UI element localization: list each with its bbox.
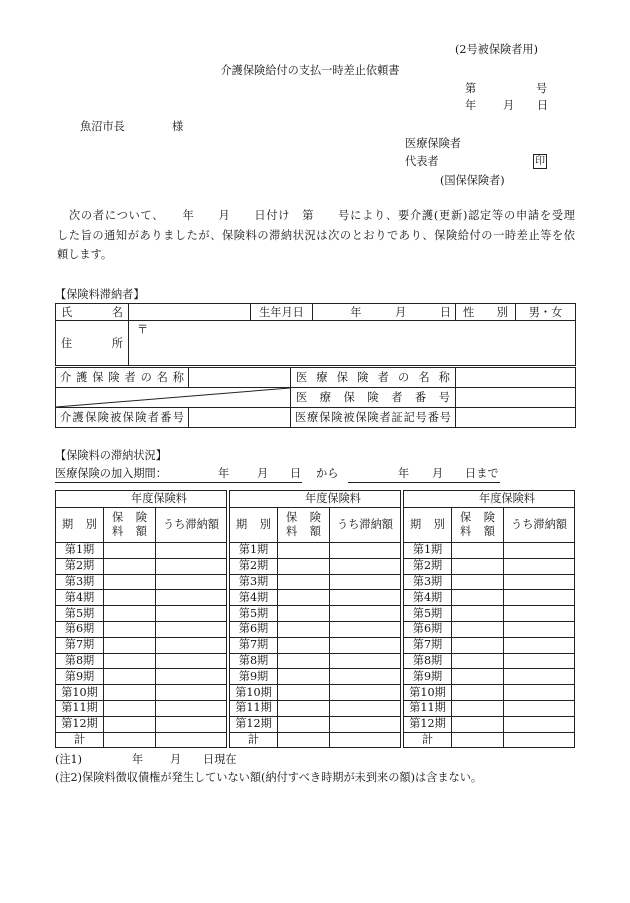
period-label: 第2期 — [56, 558, 104, 574]
period-row — [230, 574, 401, 590]
total-arrears-amount-cell — [330, 732, 401, 748]
period-label: 第2期 — [230, 558, 278, 574]
arrears-amount-column-header: うち滞納額 — [156, 508, 227, 543]
arrears-amount-cell — [330, 716, 401, 732]
arrears-amount-cell — [330, 558, 401, 574]
premium-amount-cell — [278, 606, 330, 622]
arrears-amount-cell — [504, 590, 575, 606]
period-row — [404, 685, 575, 701]
total-row — [404, 732, 575, 748]
period-row — [230, 558, 401, 574]
premium-amount-cell — [278, 637, 330, 653]
period-label: 第9期 — [230, 669, 278, 685]
total-premium-amount-cell — [452, 732, 504, 748]
enrollment-from-year: 年 — [218, 467, 230, 480]
period-row — [56, 558, 227, 574]
premium-amount-cell — [452, 669, 504, 685]
total-label: 計 — [404, 732, 452, 748]
arrears-amount-column-header: うち滞納額 — [504, 508, 575, 543]
delinquent-section-title: 【保険料滞納者】 — [55, 288, 145, 301]
period-label: 第9期 — [56, 669, 104, 685]
premium-amount-cell — [104, 685, 156, 701]
period-label: 第12期 — [56, 716, 104, 732]
insurer-number-row — [56, 388, 576, 408]
premium-amount-column-header — [104, 508, 156, 543]
doc-number-suffix: 号 — [536, 82, 548, 95]
premium-amount-cell — [452, 716, 504, 732]
premium-amount-cell — [104, 653, 156, 669]
period-label: 第10期 — [56, 685, 104, 701]
premium-amount-cell — [452, 543, 504, 559]
form-type-label: (2号被保険者用) — [455, 43, 538, 56]
premium-amount-cell — [278, 685, 330, 701]
premium-amount-cell — [278, 590, 330, 606]
sender-rep-label: 代表者 — [405, 155, 439, 168]
period-label: 第5期 — [56, 606, 104, 622]
arrears-amount-cell — [504, 637, 575, 653]
arrears-amount-cell — [504, 716, 575, 732]
period-label: 第6期 — [230, 621, 278, 637]
insured-number-row — [56, 408, 576, 428]
period-label: 第6期 — [404, 621, 452, 637]
premium-amount-cell — [452, 574, 504, 590]
block-header-row — [56, 491, 227, 508]
medical-insurer-name-label: 医 療 保 険 者 の 名 称 — [291, 368, 456, 388]
period-label: 第12期 — [404, 716, 452, 732]
premium-table-block-2 — [229, 490, 401, 748]
period-column-header: 期 別 — [56, 508, 104, 543]
insurer-name-row — [56, 368, 576, 388]
medical-insured-number-cell — [456, 408, 576, 428]
period-label: 第10期 — [230, 685, 278, 701]
premium-amount-cell — [104, 621, 156, 637]
name-label: 氏 名 — [56, 304, 129, 321]
period-label: 第12期 — [230, 716, 278, 732]
period-label: 第11期 — [404, 700, 452, 716]
period-row — [56, 653, 227, 669]
total-row — [56, 732, 227, 748]
period-row — [56, 574, 227, 590]
request-text-line-3: 頼します。 — [57, 248, 113, 261]
period-row — [230, 606, 401, 622]
period-row — [404, 543, 575, 559]
premium-amount-cell — [104, 590, 156, 606]
enrollment-from-month: 月 — [257, 467, 269, 480]
arrears-amount-cell — [156, 621, 227, 637]
period-row — [230, 590, 401, 606]
arrears-amount-cell — [330, 685, 401, 701]
period-label: 第8期 — [230, 653, 278, 669]
period-label: 第2期 — [404, 558, 452, 574]
arrears-amount-cell — [504, 653, 575, 669]
seal-mark: 印 — [535, 156, 545, 167]
premium-amount-cell — [278, 543, 330, 559]
care-insured-number-cell — [189, 408, 291, 428]
period-row — [56, 606, 227, 622]
note-2-text: (注2)保険料徴収債権が発生していない額(納付すべき時期が未到来の額)は含まない。 — [55, 771, 483, 784]
period-label: 第3期 — [230, 574, 278, 590]
period-row — [230, 653, 401, 669]
premium-amount-cell — [452, 653, 504, 669]
diagonal-strike-line — [56, 388, 290, 407]
sex-label: 性 別 — [456, 304, 516, 321]
arrears-amount-cell — [156, 716, 227, 732]
period-row — [230, 669, 401, 685]
period-column-header: 期 別 — [404, 508, 452, 543]
premium-amount-cell — [104, 558, 156, 574]
enrollment-from-underline — [55, 482, 302, 483]
name-value-cell — [129, 304, 251, 321]
period-label: 第3期 — [404, 574, 452, 590]
arrears-amount-column-header: うち滞納額 — [330, 508, 401, 543]
period-row — [404, 590, 575, 606]
premium-amount-cell — [452, 637, 504, 653]
premium-amount-cell — [452, 700, 504, 716]
period-row — [230, 621, 401, 637]
block-header-row — [230, 491, 401, 508]
period-label: 第5期 — [230, 606, 278, 622]
fiscal-year-premium-header: 年度保険料 — [404, 491, 575, 508]
form-title: 介護保険給付の支払一時差止依頼書 — [220, 64, 400, 77]
period-row — [56, 685, 227, 701]
premium-amount-cell — [278, 669, 330, 685]
period-row — [230, 700, 401, 716]
enrollment-connector: から — [316, 467, 339, 480]
column-header-row — [404, 508, 575, 543]
postal-mark: 〒 — [137, 323, 149, 336]
fiscal-year-premium-header: 年度保険料 — [56, 491, 227, 508]
premium-amount-column-header — [278, 508, 330, 543]
period-row — [404, 653, 575, 669]
arrears-section-title: 【保険料の滞納状況】 — [55, 449, 167, 462]
premium-amount-header-line-2: 料 額 — [460, 525, 495, 538]
period-label: 第10期 — [404, 685, 452, 701]
period-row — [56, 700, 227, 716]
period-row — [56, 621, 227, 637]
arrears-amount-cell — [156, 606, 227, 622]
arrears-amount-cell — [330, 590, 401, 606]
period-label: 第5期 — [404, 606, 452, 622]
arrears-amount-cell — [504, 621, 575, 637]
arrears-amount-cell — [330, 543, 401, 559]
sender-org-type: (国保保険者) — [440, 174, 505, 187]
total-arrears-amount-cell — [504, 732, 575, 748]
arrears-amount-cell — [504, 700, 575, 716]
period-row — [404, 716, 575, 732]
premium-amount-cell — [452, 685, 504, 701]
enrollment-period-label: 医療保険の加入期間： — [55, 467, 167, 480]
arrears-amount-cell — [156, 685, 227, 701]
total-label: 計 — [56, 732, 104, 748]
premium-amount-header-line-2: 料 額 — [286, 525, 321, 538]
period-row — [56, 669, 227, 685]
arrears-amount-cell — [330, 669, 401, 685]
arrears-amount-cell — [504, 558, 575, 574]
period-label: 第9期 — [404, 669, 452, 685]
premium-amount-cell — [278, 716, 330, 732]
premium-amount-cell — [452, 621, 504, 637]
period-row — [56, 637, 227, 653]
medical-insurer-number-label: 医 療 保 険 者 番 号 — [291, 388, 456, 408]
medical-insurer-number-cell — [456, 388, 576, 408]
period-label: 第11期 — [56, 700, 104, 716]
period-label: 第1期 — [230, 543, 278, 559]
arrears-amount-cell — [156, 543, 227, 559]
care-insured-number-label: 介護保険被保険者番号 — [56, 408, 189, 428]
period-label: 第7期 — [230, 637, 278, 653]
enrollment-to-underline — [348, 482, 500, 483]
sender-org-label: 医療保険者 — [405, 137, 461, 150]
period-label: 第4期 — [56, 590, 104, 606]
medical-insured-number-label: 医療保険被保険者証記号番号 — [291, 408, 456, 428]
premium-amount-cell — [278, 574, 330, 590]
arrears-amount-cell — [330, 700, 401, 716]
period-label: 第6期 — [56, 621, 104, 637]
note-1-day: 日現在 — [203, 753, 237, 766]
address-value-cell — [129, 321, 576, 366]
premium-amount-cell — [278, 653, 330, 669]
premium-amount-header-line-2: 料 額 — [112, 525, 147, 538]
arrears-amount-cell — [330, 621, 401, 637]
delinquent-person-table — [55, 303, 576, 366]
addressee-honorific: 様 — [172, 120, 184, 133]
premium-amount-header-line-1: 保 険 — [112, 511, 147, 524]
column-header-row — [230, 508, 401, 543]
fiscal-year-premium-header: 年度保険料 — [230, 491, 401, 508]
period-label: 第11期 — [230, 700, 278, 716]
premium-amount-header-line-1: 保 険 — [286, 511, 321, 524]
issue-date-month: 月 — [503, 99, 515, 112]
note-1-label: (注1) — [55, 753, 83, 766]
period-row — [404, 574, 575, 590]
doc-number-prefix: 第 — [465, 82, 477, 95]
premium-amount-cell — [278, 700, 330, 716]
period-label: 第3期 — [56, 574, 104, 590]
period-label: 第8期 — [56, 653, 104, 669]
arrears-amount-cell — [504, 574, 575, 590]
enrollment-from-day: 日 — [290, 467, 302, 480]
period-label: 第7期 — [404, 637, 452, 653]
premium-amount-cell — [278, 558, 330, 574]
name-row — [56, 304, 576, 321]
addressee-name: 魚沼市長 — [80, 120, 125, 133]
arrears-amount-cell — [504, 543, 575, 559]
note-1-month: 月 — [170, 753, 182, 766]
enrollment-to-day: 日まで — [465, 467, 499, 480]
period-column-header: 期 別 — [230, 508, 278, 543]
request-text-line-1: 次の者について、 年 月 日付け 第 号により、要介護(更新)認定等の申請を受理 — [57, 209, 575, 222]
arrears-amount-cell — [330, 637, 401, 653]
period-label: 第1期 — [56, 543, 104, 559]
period-row — [404, 637, 575, 653]
total-premium-amount-cell — [104, 732, 156, 748]
period-row — [230, 543, 401, 559]
period-row — [56, 590, 227, 606]
premium-amount-cell — [104, 669, 156, 685]
arrears-amount-cell — [330, 653, 401, 669]
period-label: 第4期 — [230, 590, 278, 606]
arrears-amount-cell — [156, 637, 227, 653]
enrollment-to-year: 年 — [398, 467, 410, 480]
premium-amount-cell — [278, 621, 330, 637]
period-row — [230, 637, 401, 653]
care-insurer-name-label: 介 護 保 険 者 の 名 称 — [56, 368, 189, 388]
arrears-amount-cell — [156, 574, 227, 590]
arrears-amount-cell — [156, 653, 227, 669]
birth-date-label: 生年月日 — [251, 304, 313, 321]
arrears-amount-cell — [330, 574, 401, 590]
address-label: 住 所 — [56, 321, 129, 366]
insurer-info-table — [55, 367, 576, 428]
issue-date-year: 年 — [465, 99, 477, 112]
premium-table-block-3 — [403, 490, 575, 748]
period-label: 第4期 — [404, 590, 452, 606]
arrears-amount-cell — [504, 685, 575, 701]
premium-amount-header-line-1: 保 険 — [460, 511, 495, 524]
premium-amount-cell — [104, 574, 156, 590]
total-premium-amount-cell — [278, 732, 330, 748]
premium-amount-column-header — [452, 508, 504, 543]
arrears-amount-cell — [156, 669, 227, 685]
sex-options: 男・女 — [516, 304, 576, 321]
medical-insurer-name-cell — [456, 368, 576, 388]
premium-amount-cell — [104, 716, 156, 732]
not-applicable-cell — [56, 388, 291, 408]
period-row — [404, 621, 575, 637]
premium-amount-cell — [104, 637, 156, 653]
arrears-amount-cell — [156, 558, 227, 574]
period-row — [56, 716, 227, 732]
premium-amount-cell — [452, 606, 504, 622]
arrears-amount-cell — [504, 606, 575, 622]
arrears-amount-cell — [504, 669, 575, 685]
issue-date-day: 日 — [537, 99, 549, 112]
premium-amount-cell — [104, 700, 156, 716]
period-label: 第1期 — [404, 543, 452, 559]
address-row — [56, 321, 576, 366]
enrollment-to-month: 月 — [432, 467, 444, 480]
period-row — [404, 606, 575, 622]
period-label: 第8期 — [404, 653, 452, 669]
premium-amount-cell — [452, 558, 504, 574]
period-row — [56, 543, 227, 559]
total-label: 計 — [230, 732, 278, 748]
premium-amount-cell — [104, 606, 156, 622]
premium-amount-cell — [104, 543, 156, 559]
period-row — [404, 669, 575, 685]
total-row — [230, 732, 401, 748]
request-text-line-2: した旨の通知がありましたが、保険料の滞納状況は次のとおりであり、保険給付の一時差止等を依 — [57, 229, 575, 242]
period-row — [230, 716, 401, 732]
block-header-row — [404, 491, 575, 508]
period-row — [404, 558, 575, 574]
arrears-amount-cell — [156, 700, 227, 716]
premium-amount-cell — [452, 590, 504, 606]
column-header-row — [56, 508, 227, 543]
premium-table-block-1 — [55, 490, 227, 748]
birth-date-value: 年 月 日 — [313, 304, 456, 321]
note-1-year: 年 — [132, 753, 144, 766]
period-row — [230, 685, 401, 701]
care-insurer-name-cell — [189, 368, 291, 388]
arrears-amount-cell — [156, 590, 227, 606]
arrears-amount-cell — [330, 606, 401, 622]
period-label: 第7期 — [56, 637, 104, 653]
total-arrears-amount-cell — [156, 732, 227, 748]
period-row — [404, 700, 575, 716]
